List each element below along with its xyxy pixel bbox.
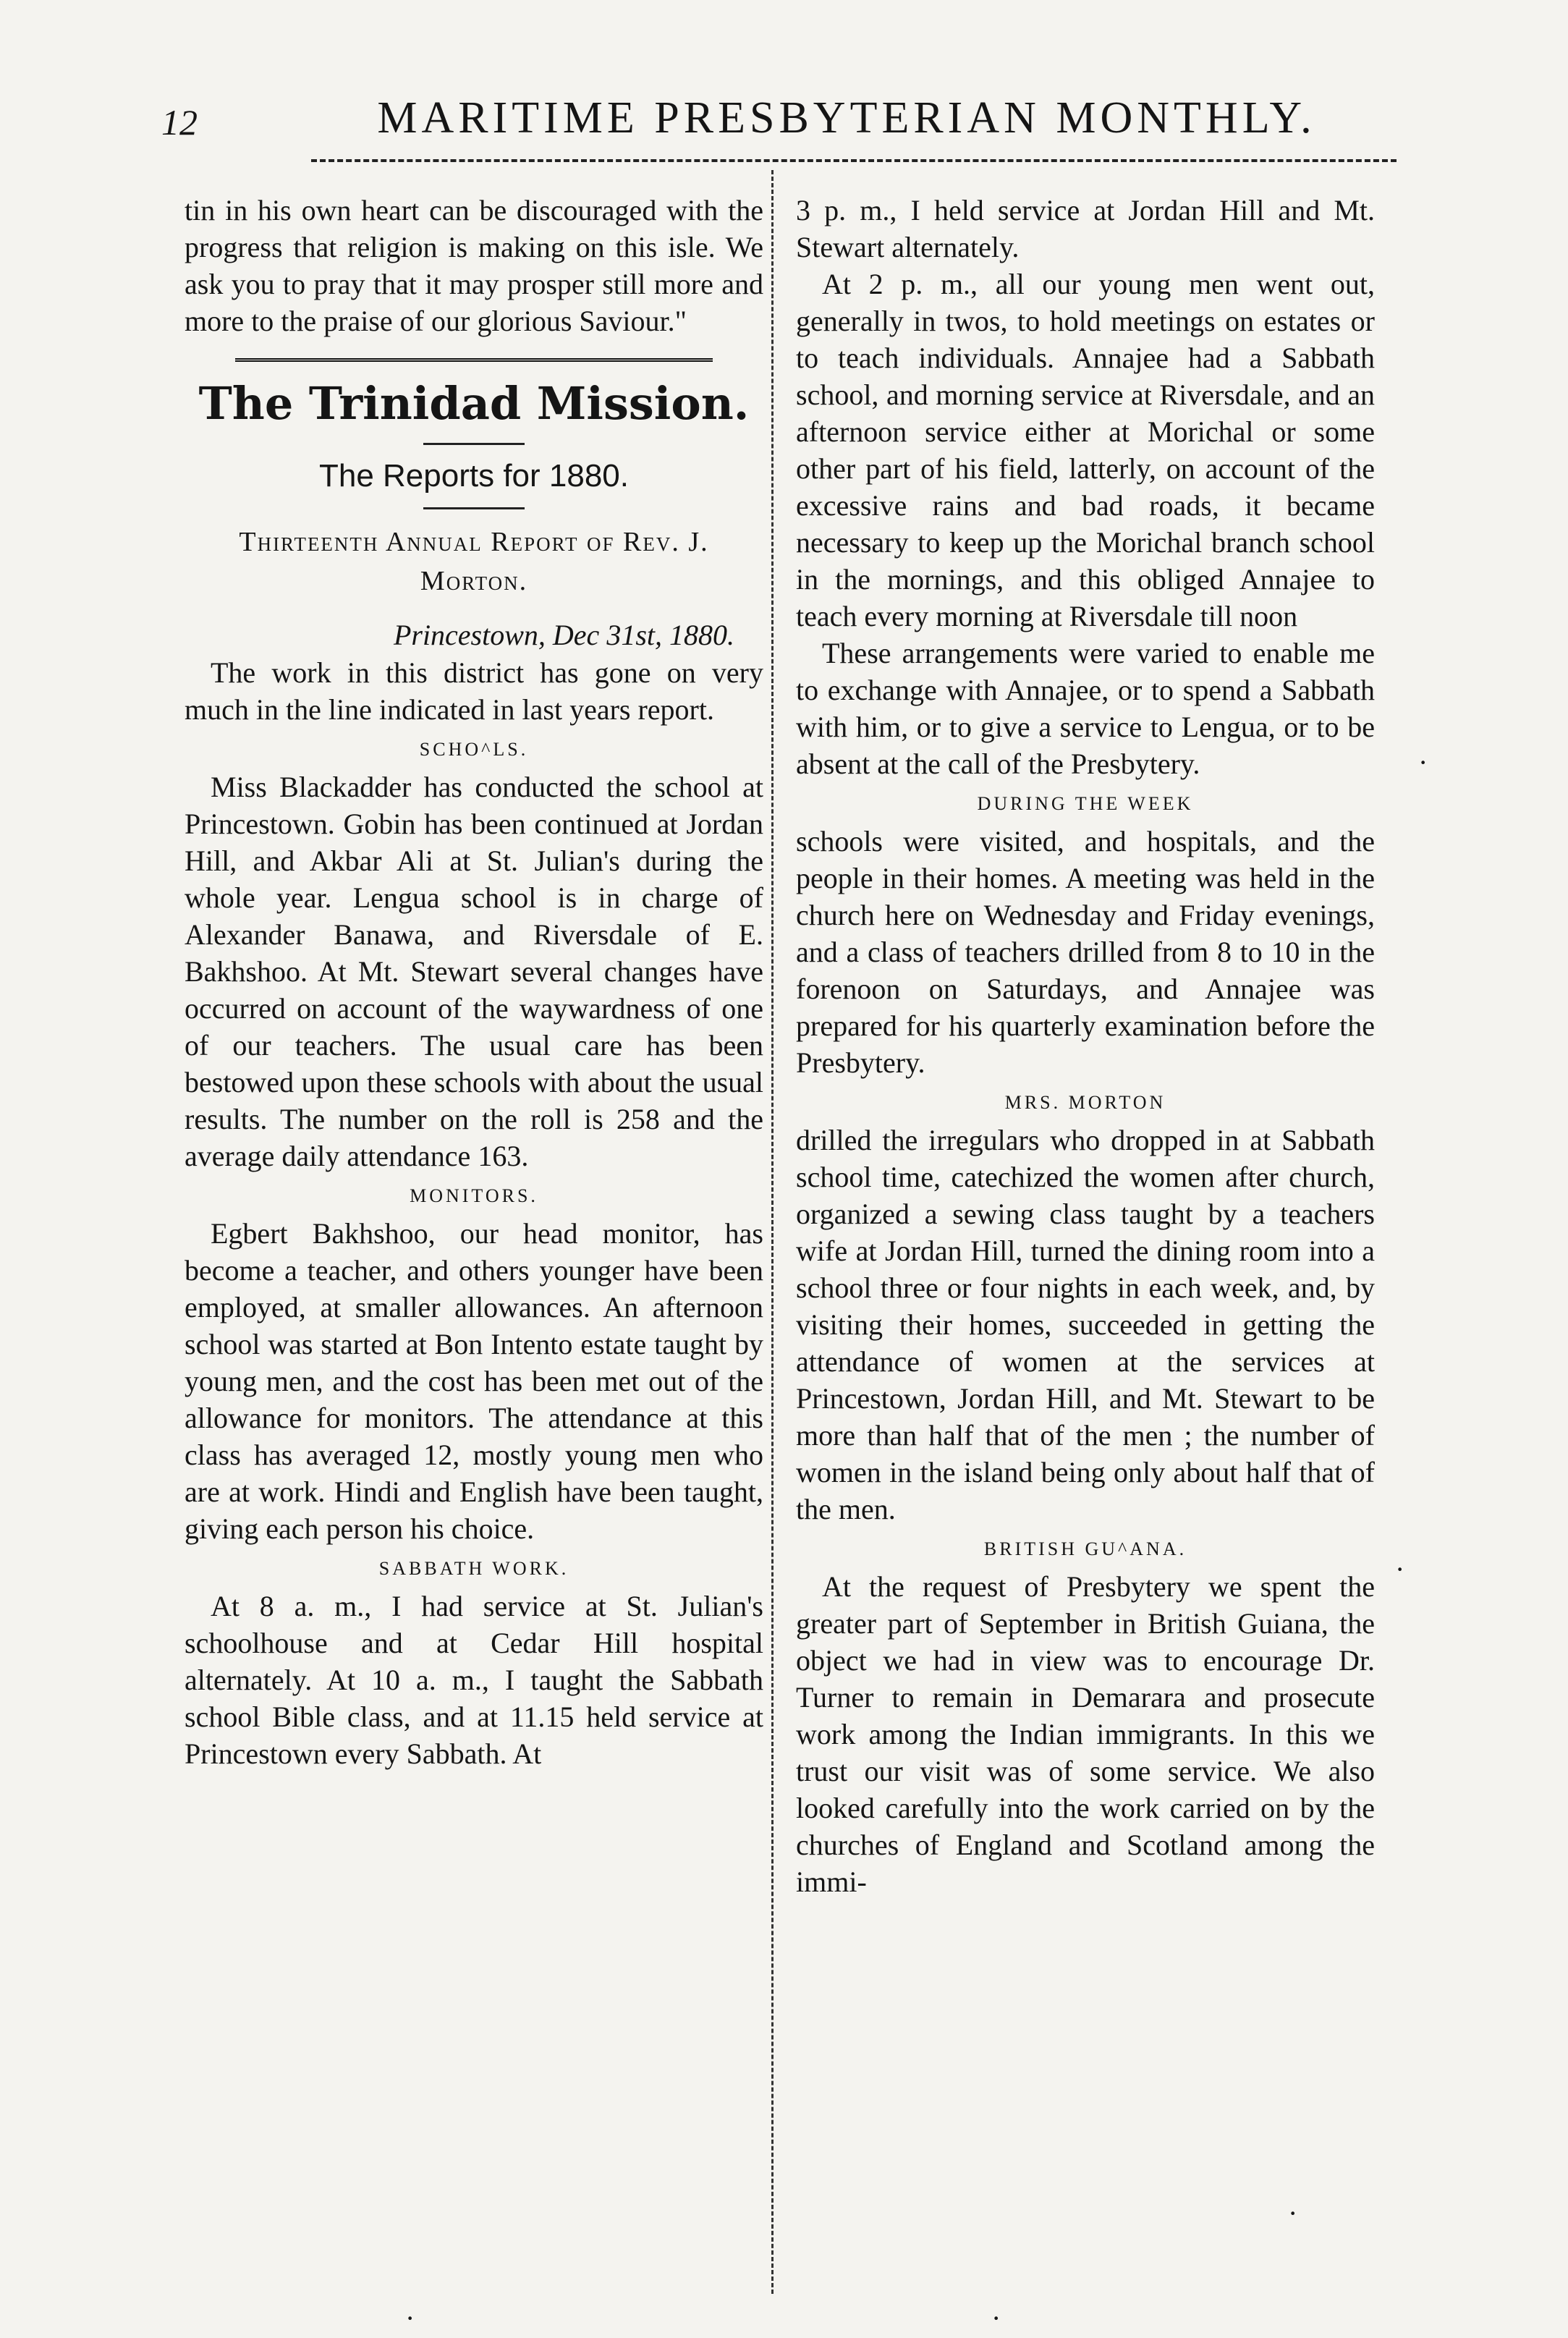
- column-divider: [771, 170, 774, 2294]
- subtitle-rule: [423, 507, 525, 509]
- sabbath-heading: SABBATH WORK.: [378, 1558, 569, 1579]
- margin-mark: ·: [991, 2302, 1001, 2334]
- article-title: The Trinidad Mission.: [198, 377, 750, 430]
- sabbath-continued: 3 p. m., I held service at Jordan Hill and Mt. Stewart alternately.: [796, 194, 1375, 263]
- mrs-morton-paragraph: drilled the irregulars who dropped in at Sabbath school time, catechized the women after church, organized a sewing class taught by a teachers wife at Jordan Hill, turned the dining room into a school three or four nights in each week, and, by visiting their homes, succeeded in getting the attendance of women at the services at Princestown, Jordan Hill, and Mt. Stewart to be more than half that of the men ; the number of women in the island being only about half that of the men.: [796, 1124, 1375, 1525]
- monitors-paragraph: Egbert Bakhshoo, our head monitor, has become a teacher, and others younger have been employed, at smaller allowances. An afternoon school was started at Bon Intento estate taught by young men, and the cost has been met out of the allowance for monitors. The attendance at this class has averaged 12, mostly young men who are at work. Hindi and English have been taught, giving each person his choice.: [185, 1217, 763, 1545]
- margin-mark: ·: [1395, 1553, 1405, 1585]
- british-guiana-paragraph: At the request of Presbytery we spent the greater part of September in British Guiana, the object we had in view was to encourage Dr. Turner to remain in Demarara and prosecute work among the Indian immigrants. In this we trust our visit was of some service. We also looked carefully into the work carried on by the churches of England and Scotland among the immi-: [796, 1570, 1375, 1898]
- opening-paragraph: The work in this district has gone on very much in the line indicated in last years report.: [185, 656, 763, 726]
- title-rule: [423, 443, 525, 445]
- header-rule: [311, 159, 1397, 162]
- intro-paragraph: tin in his own heart can be discouraged with the progress that religion is making on this isle. We ask you to pray that it may prosper still more and more to the praise of our glorious Saviour.": [185, 194, 763, 337]
- british-guiana-heading: BRITISH GU^ANA.: [983, 1538, 1187, 1559]
- sabbath-paragraph: At 8 a. m., I had service at St. Julian's schoolhouse and at Cedar Hill hospital alternately. At 10 a. m., I taught the Sabbath school Bible class, and at 11.15 held service at Princestown every Sabbath. At: [185, 1590, 763, 1770]
- week-heading: DURING THE WEEK: [977, 793, 1194, 814]
- right-column: [796, 192, 1375, 1900]
- margin-mark: ·: [1288, 2197, 1298, 2229]
- report-title: Thirteenth Annual Report of Rev. J. Morton.: [239, 527, 709, 596]
- left-column: [185, 192, 763, 1772]
- article-subtitle: The Reports for 1880.: [318, 458, 629, 494]
- schools-heading: SCHO^LS.: [419, 739, 529, 760]
- arrangements-paragraph: These arrangements were varied to enable me to exchange with Annajee, or to spend a Sabbath with him, or to give a service to Lengua, or to be absent at the call of the Presbytery.: [796, 637, 1375, 780]
- page-number: 12: [161, 102, 198, 143]
- week-paragraph: schools were visited, and hospitals, and the people in their homes. A meeting was held in the church here on Wednesday and Friday evenings, and a class of teachers drilled from 8 to 10 in the forenoon on Saturdays, and Annajee was prepared for his quarterly examination before the Presbytery.: [796, 825, 1375, 1079]
- schools-paragraph: Miss Blackadder has conducted the school at Princestown. Gobin has been continued at Jordan Hill, and Akbar Ali at St. Julian's during the whole year. Lengua school is in charge of Alexander Banawa, and Riversdale of E. Bakhshoo. At Mt. Stewart several changes have occurred on account of the waywardness of one of our teachers. The usual care has been bestowed upon these schools with about the usual results. The number on the roll is 258 and the average daily attendance 163.: [185, 771, 763, 1172]
- monitors-heading: MONITORS.: [410, 1185, 538, 1206]
- margin-mark: ·: [405, 2302, 415, 2334]
- dateline: Princestown, Dec 31st, 1880.: [393, 619, 734, 651]
- running-head: MARITIME PRESBYTERIAN MONTHLY.: [377, 93, 1316, 143]
- margin-mark: ·: [1418, 746, 1428, 779]
- young-men-paragraph: At 2 p. m., all our young men went out, generally in twos, to hold meetings on estates or to teach individuals. Annajee had a Sabbath school, and morning service at Riversdale, and an afternoon service either at Morichal or some other part of his field, latterly, on account of the excessive rains and bad roads, it became necessary to keep up the Morichal branch school in the mornings, and this obliged Annajee to teach every morning at Riversdale till noon: [796, 268, 1375, 632]
- mrs-morton-heading: MRS. MORTON: [1004, 1092, 1166, 1113]
- section-divider: [235, 358, 713, 362]
